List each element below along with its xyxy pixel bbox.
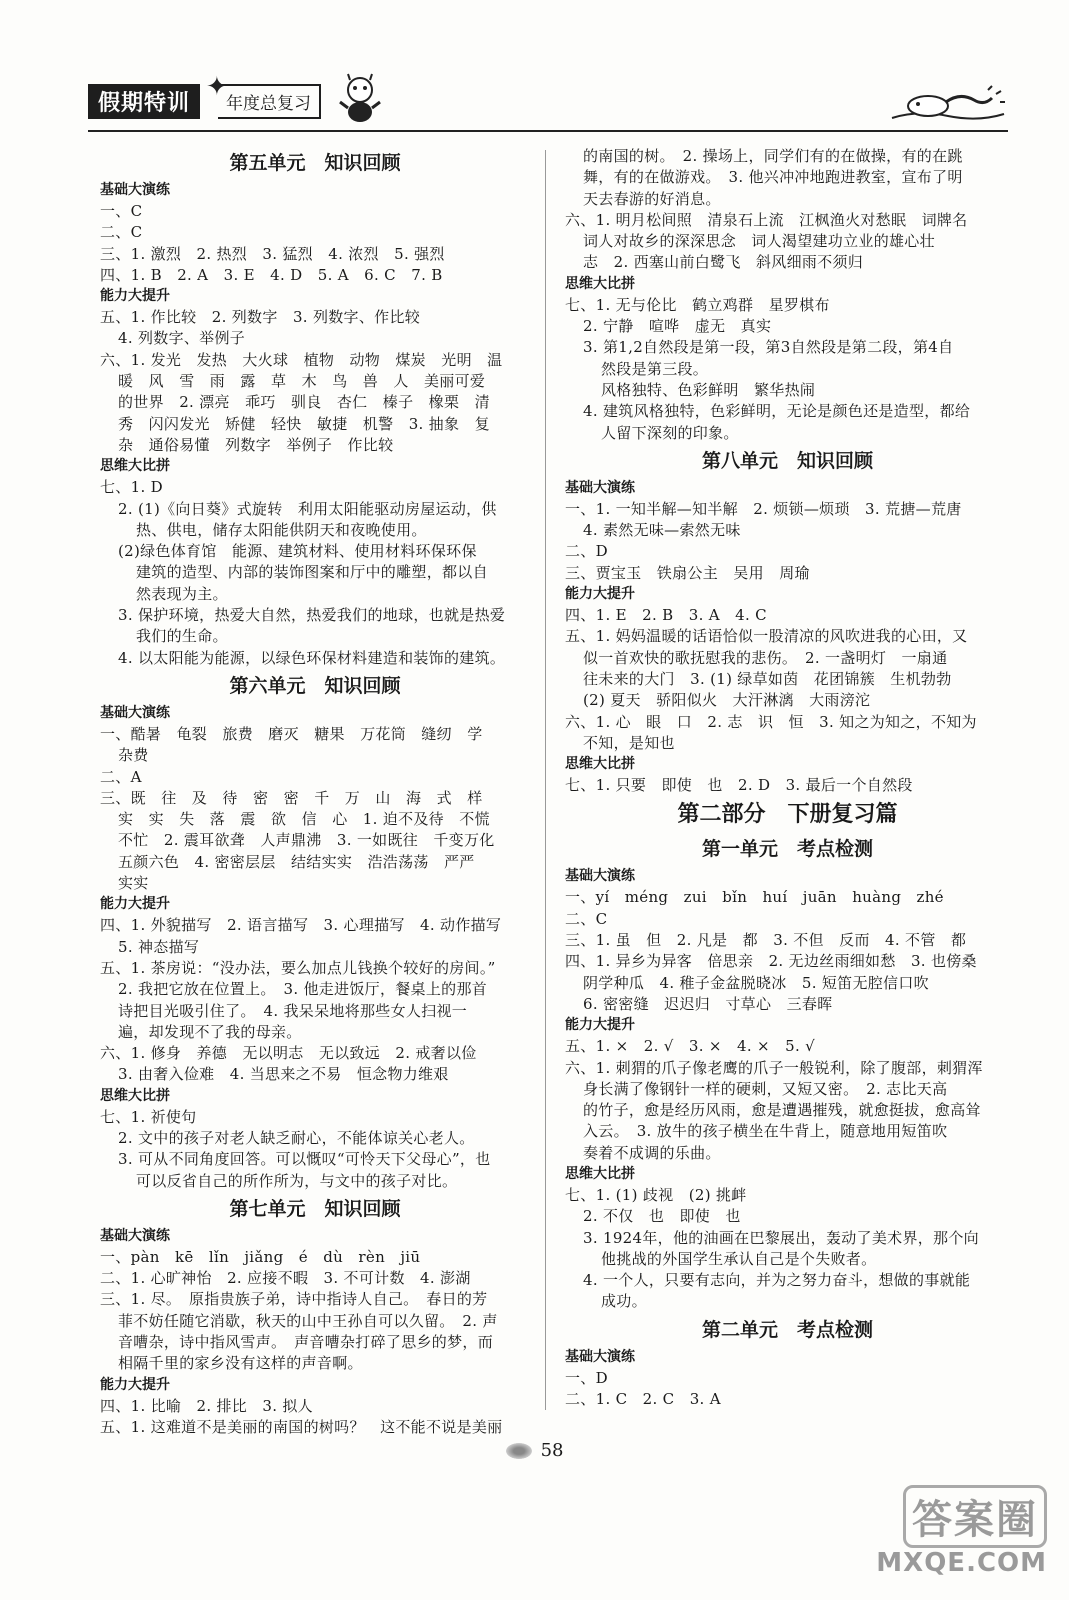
answer-line: 五颜六色 4. 密密层层 结结实实 浩浩荡荡 严严 [118, 852, 475, 871]
answer-line: 2. 我把它放在位置上。 3. 他走进饭厅，餐桌上的那首 [118, 980, 488, 999]
answer-line: 菲不妨任随它消歇，秋天的山中王孙自可以久留。 2. 声 [118, 1311, 498, 1330]
section-heading: 第二单元 考点检测 [701, 1318, 873, 1341]
answer-line: 实 实 失 落 震 欲 信 心 1. 迫不及待 不慌 [118, 810, 490, 829]
star-icon: ✦ [206, 72, 228, 102]
left-column [100, 146, 530, 1438]
subsection-label: 思维大比拼 [100, 458, 170, 475]
answer-line: 暖 风 雪 雨 露 草 木 鸟 兽 人 美丽可爱 [118, 372, 486, 391]
section-heading: 第六单元 知识回顾 [229, 674, 401, 697]
watermark-logo: 答案圈 [903, 1485, 1047, 1548]
subsection-label: 基础大演练 [565, 868, 635, 885]
subsection-label: 基础大演练 [100, 704, 170, 721]
answer-line: 三、1. 虽 但 2. 凡是 都 3. 不但 反而 4. 不管 都 [565, 931, 967, 950]
answer-line: 三、贾宝玉 铁扇公主 吴用 周瑜 [565, 563, 810, 582]
tiger-mascot-icon [334, 72, 386, 124]
column-divider [545, 150, 546, 1410]
subsection-label: 基础大演练 [100, 182, 170, 198]
answer-line: 3. 保护环境，热爱大自然，热爱我们的地球，也就是热爱 [118, 606, 506, 625]
subsection-label: 基础大演练 [100, 1227, 170, 1244]
answer-line: 往未来的大门 3. (1) 绿草如茵 花团锦簇 生机勃勃 [583, 669, 952, 688]
answer-line: 4. 建筑风格独特，色彩鲜明，无论是颜色还是造型，都给 [583, 402, 971, 421]
answer-line: 七、1. (1) 歧视 (2) 挑衅 [565, 1185, 747, 1204]
answer-line: 五、1. 这难道不是美丽的南国的树吗？ 这不能不说是美丽 [100, 1417, 503, 1436]
answer-line: 2. (1)《向日葵》式旋转 利用太阳能驱动房屋运动，供 [118, 499, 497, 518]
section-heading: 第五单元 知识回顾 [229, 152, 401, 174]
answer-line: 六、1. 明月松间照 清泉石上流 江枫渔火对愁眠 词牌名 [565, 210, 968, 229]
subsection-label: 能力大提升 [100, 1376, 170, 1393]
answer-line: 四、1. 比喻 2. 排比 3. 拟人 [100, 1396, 313, 1415]
answer-line: 一、yí méng zui bǐn huí juān huàng zhé [565, 888, 944, 907]
answer-line: (2) 夏天 骄阳似火 大汗淋漓 大雨滂沱 [583, 691, 871, 710]
answer-line: 我们的生命。 [136, 627, 228, 646]
answer-line: 五、1. 茶房说：“没办法，要么加点儿钱换个较好的房间。” [100, 958, 496, 977]
answer-line: 热、供电，储存太阳能供阴天和夜晚使用。 [136, 520, 427, 539]
answer-line: 4. 以太阳能为能源，以绿色环保材料建造和装饰的建筑。 [118, 648, 506, 667]
subsection-label: 基础大演练 [565, 1348, 635, 1365]
subsection-label: 能力大提升 [565, 1017, 635, 1034]
answer-line: 的南国的树。 2. 操场上，同学们有的在做操，有的在跳 [583, 147, 963, 165]
answer-line: 六、1. 心 眼 口 2. 志 识 恒 3. 知之为知之，不知为 [565, 712, 977, 731]
answer-line: 志 2. 西塞山前白鹭飞 斜风细雨不须归 [583, 253, 864, 272]
page-footer [0, 1440, 1069, 1461]
answer-line: 四、1. 外貌描写 2. 语言描写 3. 心理描写 4. 动作描写 [100, 916, 502, 935]
answer-line: 4. 素然无味—索然无味 [583, 521, 741, 540]
answer-line: 风格独特、色彩鲜明 繁华热闹 [601, 380, 816, 399]
answer-line: 七、1. 无与伦比 鹤立鸡群 星罗棋布 [565, 295, 830, 314]
right-column [565, 146, 1010, 1410]
swimmer-mascot-icon [888, 84, 1008, 126]
section-heading: 第七单元 知识回顾 [229, 1197, 401, 1220]
subsection-label: 能力大提升 [100, 896, 170, 913]
answer-line: 一、1. 一知半解—知半解 2. 烦锁—烦琐 3. 荒搪—荒唐 [565, 499, 962, 518]
answer-line: 六、1. 发光 发热 大火球 植物 动物 煤炭 光明 温 [100, 350, 503, 369]
answer-line: 4. 一个人，只要有志向，并为之努力奋斗，想做的事就能 [583, 1271, 971, 1290]
answer-line: 相隔千里的家乡没有这样的声音啊。 [118, 1354, 363, 1373]
section-heading: 第八单元 知识回顾 [701, 449, 873, 472]
answer-line: 一、C [100, 202, 143, 220]
answer-line: 七、1. D [100, 478, 163, 497]
subsection-label: 能力大提升 [565, 586, 635, 603]
answer-line: 3. 1924年，他的油画在巴黎展出，轰动了美术界，那个向 [583, 1228, 979, 1247]
answer-line: 3. 由奢入俭难 4. 当思来之不易 恒念物力维艰 [118, 1065, 449, 1084]
answer-line: 一、D [565, 1368, 608, 1387]
answer-line: 4. 列数字、举例子 [118, 329, 246, 348]
section-heading: 第一单元 考点检测 [701, 838, 873, 861]
answer-line: 2. 不仅 也 即使 也 [583, 1207, 741, 1226]
subsection-label: 思维大比拼 [565, 756, 635, 773]
watermark-url: MXQE.COM [876, 1548, 1047, 1578]
answer-line: 二、A [100, 767, 142, 786]
answer-line: 人留下深刻的印象。 [601, 423, 739, 442]
answer-line: 奏着不成调的乐曲。 [583, 1143, 721, 1162]
answer-line: 一、酷暑 龟裂 旅费 磨灭 糖果 万花筒 缝纫 学 [100, 724, 483, 743]
answer-line: 四、1. 异乡为异客 倍思亲 2. 无边丝雨细如愁 3. 也傍桑 [565, 952, 977, 971]
part-heading: 第二部分 下册复习篇 [677, 802, 898, 828]
brand-main-title: 假期特训 [88, 84, 200, 119]
answer-line: 二、1. C 2. C 3. A [565, 1390, 721, 1409]
answer-line: 五、1. 作比较 2. 列数字 3. 列数字、作比较 [100, 308, 421, 327]
answer-line: 秀 闪闪发光 矫健 轻快 敏捷 机警 3. 抽象 复 [118, 414, 490, 433]
answer-line: 四、1. E 2. B 3. A 4. C [565, 606, 767, 625]
answer-line: 五、1. 妈妈温暖的话语恰似一股清凉的风吹进我的心田，又 [565, 627, 968, 646]
answer-line: 2. 宁静 喧哗 虚无 真实 [583, 317, 772, 336]
answer-line: 三、1. 尽。 原指贵族子弟，诗中指诗人自己。 春日的芳 [100, 1290, 488, 1309]
brand-logo [88, 86, 321, 116]
answer-line: 建筑的造型、内部的装饰图案和厅中的雕塑，都以自 [136, 563, 488, 582]
answer-line: 四、1. B 2. A 3. E 4. D 5. A 6. C 7. B [100, 265, 443, 284]
answer-line: 七、1. 只要 即使 也 2. D 3. 最后一个自然段 [565, 776, 913, 795]
answer-line: 三、既 往 及 待 密 密 千 万 山 海 式 样 [100, 788, 483, 807]
answer-line: 阴学种瓜 4. 稚子金盆脱晓冰 5. 短笛无腔信口吹 [583, 973, 929, 992]
answer-line: 舞，有的在做游戏。 3. 他兴冲冲地跑进教室，宣布了明 [583, 168, 963, 187]
brand-subtitle: 年度总复习 [218, 84, 321, 119]
answer-line: 似一首欢快的歌抚慰我的悲伤。 2. 一盏明灯 一扇通 [583, 648, 948, 667]
answer-line: (2)绿色体育馆 能源、建筑材料、使用材料环保环保 [118, 542, 477, 561]
subsection-label: 思维大比拼 [565, 275, 635, 292]
answer-line: 2. 文中的孩子对老人缺乏耐心，不能体谅关心老人。 [118, 1128, 475, 1147]
page-number: 58 [540, 1440, 564, 1461]
answer-line: 可以反省自己的所作所为，与文中的孩子对比。 [136, 1171, 458, 1190]
answer-line: 二、C [565, 909, 608, 928]
answer-line: 音嘈杂，诗中指风雪声。 声音嘈杂打碎了思乡的梦，而 [118, 1333, 494, 1352]
answer-line: 不忙 2. 震耳欲聋 人声鼎沸 3. 一如既往 千变万化 [118, 831, 495, 850]
answer-line: 天去春游的好消息。 [583, 189, 721, 208]
header-rule [88, 130, 1008, 132]
answer-line: 5. 神态描写 [118, 937, 200, 956]
answer-line: 入云。 3. 放牛的孩子横坐在牛背上，随意地用短笛吹 [583, 1122, 948, 1141]
answer-line: 3. 第1,2自然段是第一段，第3自然段是第二段，第4自 [583, 338, 954, 357]
answer-line: 六、1. 修身 养德 无以明志 无以致远 2. 戒奢以俭 [100, 1044, 477, 1063]
answer-line: 他挑战的外国学生承认自己是个失败者。 [601, 1249, 877, 1268]
answer-line: 的竹子，愈是经历风雨，愈是遭遇摧残，就愈挺拔，愈高耸 [583, 1101, 981, 1120]
answer-line: 身长满了像钢针一样的硬刺，又短又密。 2. 志比天高 [583, 1079, 948, 1098]
answer-line: 成功。 [601, 1292, 647, 1311]
answer-line: 的世界 2. 漂亮 乖巧 驯良 杏仁 榛子 橡栗 清 [118, 393, 490, 412]
subsection-label: 基础大演练 [565, 479, 635, 496]
answer-line: 二、1. 心旷神怡 2. 应接不暇 3. 不可计数 4. 澎湖 [100, 1269, 471, 1288]
answer-line: 一、pàn kē lǐn jiǎng é dù rèn jiū [100, 1247, 421, 1266]
answer-line: 七、1. 祈使句 [100, 1107, 197, 1126]
answer-line: 遍，却发现不了我的母亲。 [118, 1022, 302, 1041]
answer-line: 三、1. 激烈 2. 热烈 3. 猛烈 4. 浓烈 5. 强烈 [100, 244, 445, 263]
answer-line: 然段是第三段。 [601, 359, 709, 378]
subsection-label: 思维大比拼 [100, 1087, 170, 1104]
page-header [88, 72, 1008, 132]
answer-line: 二、C [100, 223, 143, 242]
subsection-label: 能力大提升 [100, 288, 170, 305]
answer-line: 杂 通俗易懂 列数字 举例子 作比较 [118, 435, 394, 454]
subsection-label: 思维大比拼 [565, 1165, 635, 1182]
answer-line: 二、D [565, 542, 608, 561]
answer-line: 六、1. 刺猬的爪子像老鹰的爪子一般锐利，除了腹部，刺猬浑 [565, 1058, 983, 1077]
answer-line: 不知，是知也 [583, 733, 675, 752]
answer-line: 词人对故乡的深深思念 词人渴望建功立业的雄心壮 [583, 232, 935, 251]
sun-icon [506, 1443, 532, 1459]
answer-line: 五、1. × 2. √ 3. × 4. × 5. √ [565, 1037, 816, 1056]
answer-line: 然表现为主。 [136, 584, 228, 603]
answer-line: 杂费 [118, 746, 149, 765]
answer-line: 6. 密密缝 迟迟归 寸草心 三春晖 [583, 994, 833, 1013]
answer-line: 3. 可从不同角度回答。可以慨叹“可怜天下父母心”，也 [118, 1150, 491, 1169]
answer-line: 诗把目光吸引住了。 4. 我呆呆地将那些女人扫视一 [118, 1001, 468, 1020]
answer-line: 实实 [118, 874, 149, 893]
watermark [876, 1485, 1047, 1578]
